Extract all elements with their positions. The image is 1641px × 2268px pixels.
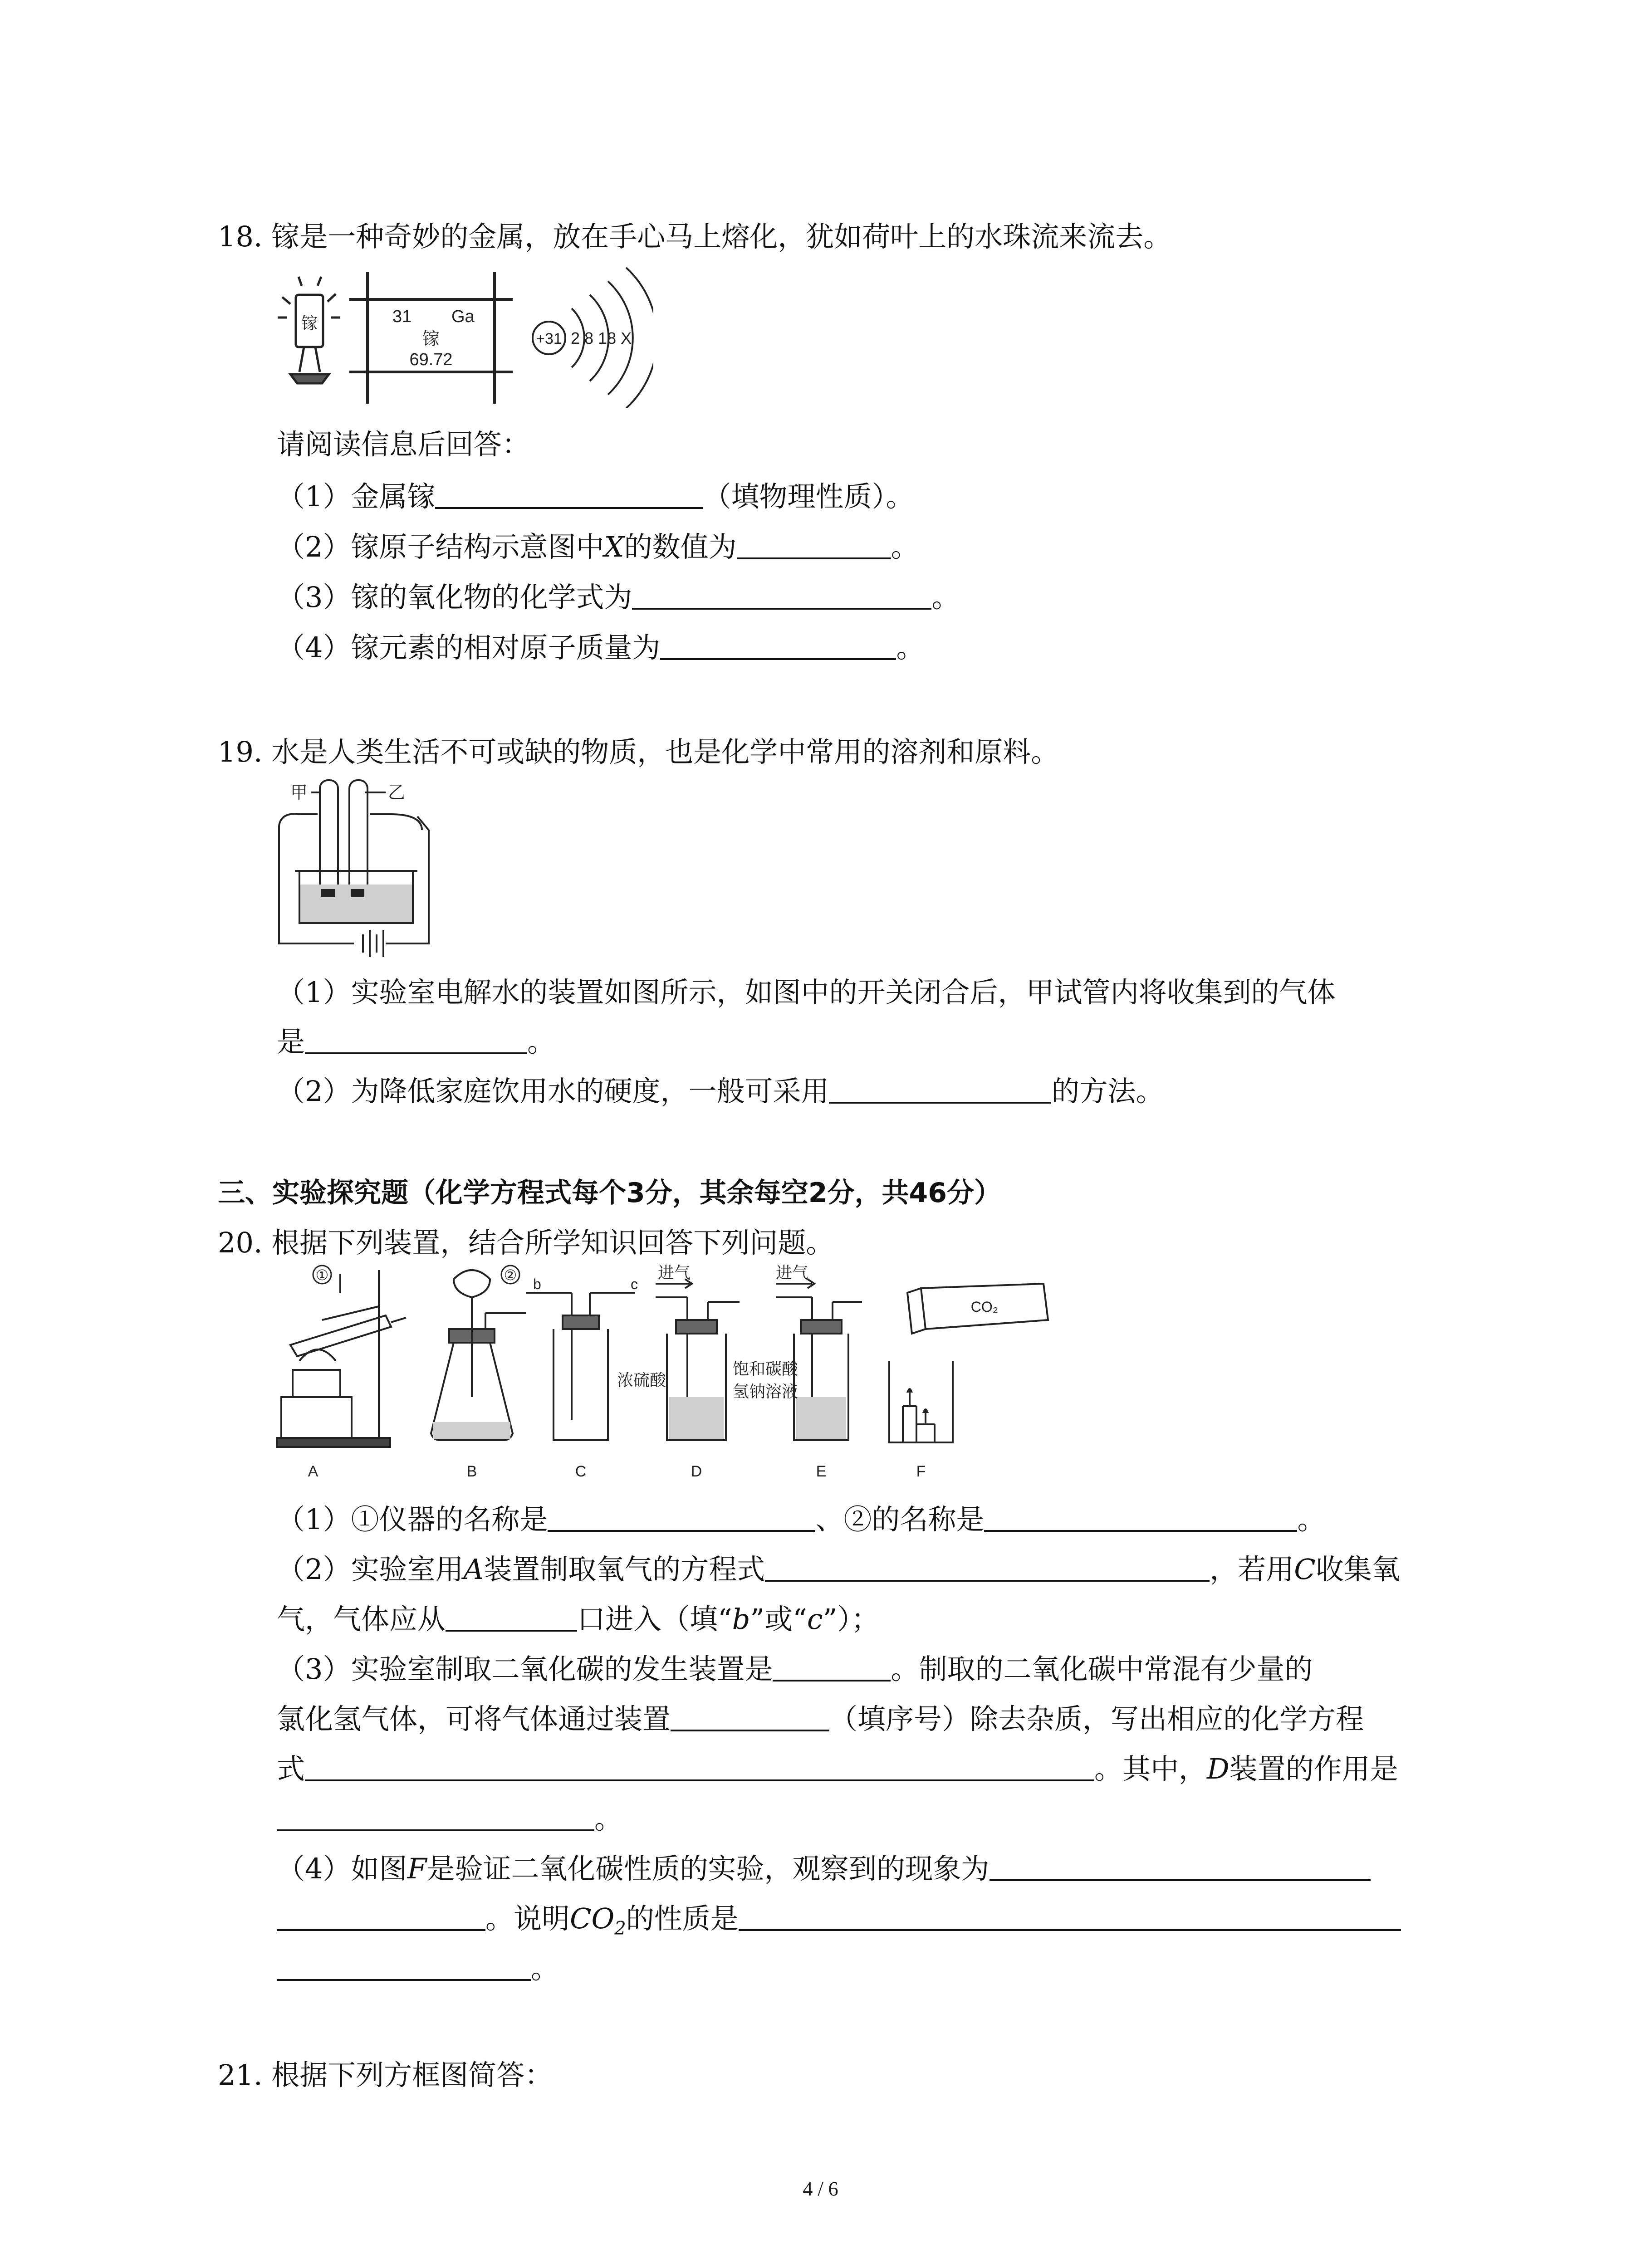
apparatus-c [526, 1293, 635, 1440]
apparatus-a [277, 1270, 406, 1447]
port-c-ref: c [807, 1603, 823, 1636]
q20-sub4-line3 [277, 1950, 559, 1987]
marker-2: ② [504, 1267, 517, 1283]
port-b-ref: b [732, 1603, 750, 1636]
answer-blank[interactable] [989, 1851, 1371, 1881]
answer-blank[interactable] [305, 1751, 1094, 1781]
q20-sub3-line3 [277, 1751, 1398, 1787]
apparatus-label-b: B [466, 1463, 477, 1480]
electron-shells: 2 8 18 X [571, 329, 632, 347]
page-number: 4 / 6 [803, 2178, 838, 2200]
q20-sub2-pre: （2）实验室用 [277, 1553, 464, 1586]
q20-sub4-l2-post: 的性质是 [626, 1902, 739, 1935]
q19-sub1-pre: 是 [277, 1025, 305, 1058]
apparatus-label-f: F [916, 1463, 926, 1480]
q20-sub4-pre: （4）如图 [277, 1852, 407, 1885]
q20-sub3-line4 [277, 1801, 622, 1837]
apparatus-ref-a: A [463, 1553, 484, 1586]
q19-sub2-pre: （2）为降低家庭饮用水的硬度，一般可采用 [277, 1075, 829, 1108]
q18-figure [277, 254, 653, 408]
q18-sub4-pre: （4）镓元素的相对原子质量为 [277, 631, 661, 664]
q20-sub1-mid: 、②的名称是 [815, 1503, 985, 1536]
q18-sub2-pre: （2）镓原子结构示意图中 [277, 530, 604, 563]
q20-sub2-line2 [277, 1601, 879, 1637]
answer-blank[interactable] [548, 1502, 815, 1532]
apparatus-ref-d: D [1207, 1752, 1230, 1785]
q19-sub2-post: 的方法。 [1051, 1075, 1164, 1108]
q18-sub2-post: 。 [891, 530, 919, 563]
electrolysis-apparatus-figure [272, 771, 481, 962]
answer-blank[interactable] [829, 1074, 1051, 1104]
element-name: 镓 [422, 330, 440, 349]
q18-sub1-post: （填物理性质）。 [703, 480, 914, 513]
q19-sub1-line1: （1）实验室电解水的装置如图所示，如图中的开关闭合后，甲试管内将收集到的气体 [277, 976, 1336, 1009]
apparatus-b [431, 1270, 526, 1440]
q20-sub3-post: 。制取的二氧化碳中常混有少量的 [891, 1652, 1313, 1686]
q18-sub3-post: 。 [931, 581, 960, 614]
answer-blank[interactable] [305, 1024, 527, 1054]
q20-sub4-line1 [277, 1851, 1371, 1887]
answer-blank[interactable] [660, 630, 896, 660]
answer-blank[interactable] [765, 1552, 1210, 1582]
section-heading: 三、实验探究题（化学方程式每个3分，其余每空2分，共46分） [218, 1177, 1001, 1209]
lab-apparatus-figure [272, 1261, 1053, 1488]
atomic-mass: 69.72 [409, 350, 453, 369]
answer-blank[interactable] [737, 529, 891, 559]
q18-sub1 [277, 479, 914, 515]
co2-formula: CO [570, 1902, 615, 1935]
q20-sub3-l3-post: 装置的作用是 [1229, 1752, 1398, 1785]
q20-sub4-l3-post: 。 [531, 1952, 559, 1985]
element-number: 31 [392, 307, 412, 326]
element-symbol: Ga [451, 307, 475, 326]
nucleus-charge: +31 [536, 330, 562, 347]
q20-sub2-line1 [277, 1551, 1400, 1588]
q19-sub1-post: 。 [527, 1025, 556, 1058]
q20-sub3-line1 [277, 1651, 1313, 1687]
q21-stem: 21. 根据下列方框图简答： [218, 2058, 553, 2092]
answer-blank[interactable] [671, 1701, 829, 1731]
answer-blank[interactable] [984, 1502, 1297, 1532]
q20-sub3-l3-mid: 。其中， [1094, 1752, 1207, 1785]
q20-sub4-line2 [277, 1901, 1401, 1946]
liquid-label-e-line2: 氢钠溶液 [733, 1382, 798, 1401]
q19-sub1-line2 [277, 1024, 555, 1060]
gas-in-label-d: 进气 [658, 1263, 691, 1282]
port-c-label: c [631, 1276, 638, 1292]
q20-sub3-l4-post: 。 [594, 1802, 623, 1835]
q18-sub2 [277, 529, 919, 565]
co2-subscript: 2 [614, 1918, 626, 1939]
answer-blank[interactable] [277, 1801, 594, 1831]
answer-blank[interactable] [632, 580, 931, 610]
q20-sub1 [277, 1501, 1325, 1538]
answer-blank[interactable] [773, 1652, 891, 1681]
apparatus-ref-f: F [407, 1852, 427, 1885]
q18-sub1-pre: （1）金属镓 [277, 480, 436, 513]
apparatus-ref-c: C [1294, 1553, 1316, 1586]
q18-sub4-post: 。 [896, 631, 925, 664]
answer-blank[interactable] [277, 1951, 531, 1981]
q20-sub3-l2-post: （填序号）除去杂质，写出相应的化学方程 [829, 1702, 1364, 1735]
q20-sub4-l2-mid: 。说明 [485, 1902, 570, 1935]
q20-sub3-l2-pre: 氯化氢气体，可将气体通过装置 [277, 1702, 671, 1735]
port-b-label: b [533, 1276, 541, 1292]
tube-label-right: 乙 [388, 783, 406, 802]
liquid-label-e-line1: 饱和碳酸 [733, 1359, 798, 1378]
q18-sub4 [277, 630, 924, 666]
q18-sub3-pre: （3）镓的氧化物的化学式为 [277, 581, 632, 614]
apparatus-label-a: A [308, 1463, 318, 1480]
marker-1: ① [315, 1267, 329, 1283]
gas-in-label-e: 进气 [776, 1263, 809, 1282]
apparatus-label-e: E [816, 1463, 827, 1480]
q20-sub1-post: 。 [1297, 1503, 1326, 1536]
q20-sub2-l2-mid: 口进入（填“ [577, 1603, 732, 1636]
variable-x: X [604, 530, 624, 563]
q20-sub3-line2 [277, 1701, 1364, 1737]
q18-prompt: 请阅读信息后回答： [277, 428, 530, 461]
q18-sub2-mid: 的数值为 [624, 530, 737, 563]
q18-stem: 18. 镓是一种奇妙的金属，放在手心马上熔化，犹如荷叶上的水珠流来流去。 [218, 220, 1172, 253]
answer-blank[interactable] [739, 1901, 1401, 1931]
q20-stem: 20. 根据下列装置，结合所学知识回答下列问题。 [218, 1226, 834, 1259]
q18-sub3 [277, 579, 960, 616]
apparatus-label-d: D [691, 1463, 702, 1480]
apparatus-label-c: C [575, 1463, 587, 1480]
answer-blank[interactable] [435, 479, 703, 509]
q20-sub2-or: ”或“ [750, 1603, 807, 1636]
q20-sub1-pre: （1）①仪器的名称是 [277, 1503, 548, 1536]
q20-sub2-l2-pre: 气，气体应从 [277, 1603, 446, 1636]
q20-sub2-l2-end: ”）； [823, 1603, 880, 1636]
answer-blank[interactable] [446, 1602, 577, 1632]
q20-sub2-end: 收集氧 [1315, 1553, 1400, 1586]
q19-sub2 [277, 1073, 1164, 1110]
q20-sub3-pre: （3）实验室制取二氧化碳的发生装置是 [277, 1652, 773, 1686]
q20-sub4-mid: 是验证二氧化碳性质的实验，观察到的现象为 [426, 1852, 989, 1885]
q20-sub2-mid2: ，若用 [1210, 1553, 1294, 1586]
liquid-label-d: 浓硫酸 [617, 1371, 666, 1389]
q20-sub2-mid: 装置制取氧气的方程式 [484, 1553, 765, 1586]
answer-blank[interactable] [277, 1901, 485, 1931]
co2-cylinder-label: CO₂ [970, 1299, 999, 1315]
tube-label-left: 甲 [290, 783, 308, 802]
q20-sub3-l3-pre: 式 [277, 1752, 305, 1785]
q19-stem: 19. 水是人类生活不可或缺的物质，也是化学中常用的溶剂和原料。 [218, 735, 1059, 768]
figurine-label: 镓 [301, 314, 318, 332]
apparatus-f [889, 1284, 1048, 1442]
